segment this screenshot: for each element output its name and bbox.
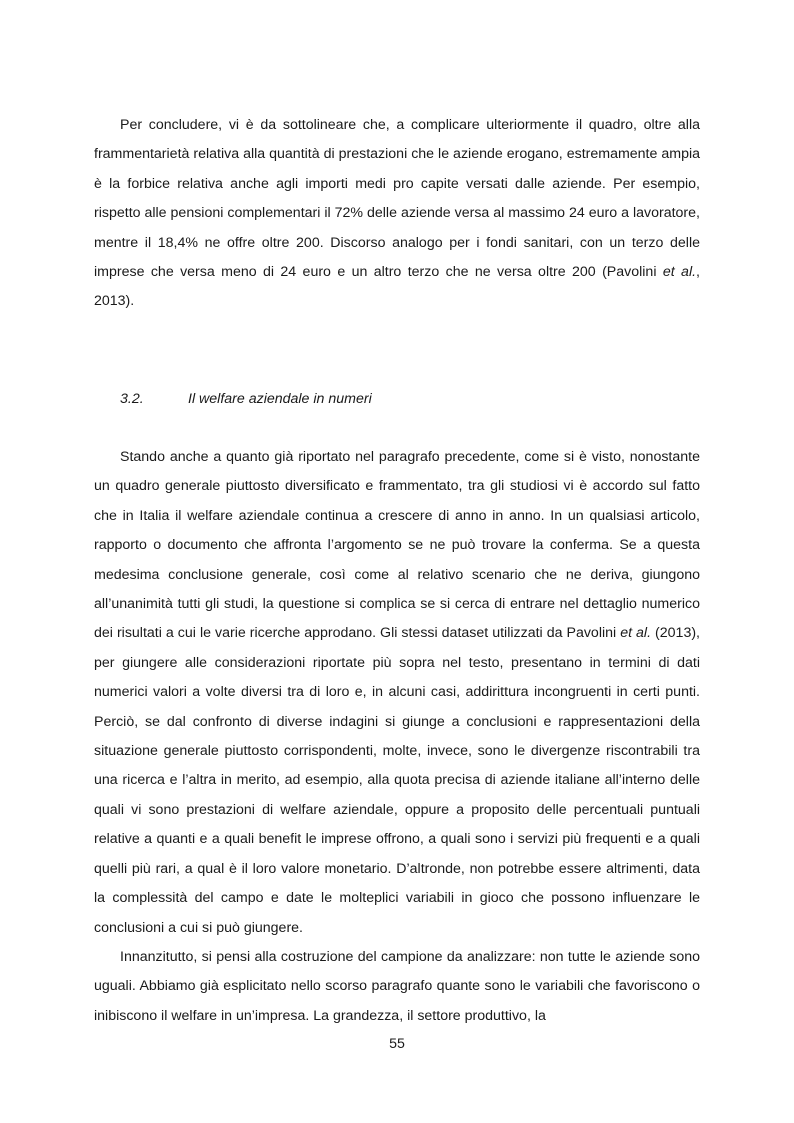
section-number: 3.2. — [120, 391, 144, 407]
paragraph-2-head: Stando anche a quanto già riportato nel paragrafo precedente, come si è visto, nonostante un quadro generale piuttosto diversificato e frammentato, tra gli studiosi vi è accordo sul fatto che in Italia il welfare aziendale continua a crescere di anno in anno. In un qualsiasi articolo, rapporto o documento che affronta l’argomento se ne può trovare la conferma. Se a questa medesima conclusione generale, così come al relativo scenario che ne deriva, giungono all’unanimità tutti gli studi, la questione si complica se si cerca di entrare nel dettaglio numerico dei risultati a cui le varie ricerche approdano. Gli stessi dataset utilizzati da Pavolini — [94, 449, 700, 642]
section-title: Il welfare aziendale in numeri — [188, 391, 372, 407]
paragraph-1 — [94, 111, 700, 317]
citation-et-al: et al. — [662, 264, 697, 281]
citation-et-al-2: et al. — [620, 625, 652, 642]
citation-year: , 2013). — [94, 264, 700, 310]
paragraph-2 — [94, 443, 700, 943]
paragraph-conclusion — [94, 111, 700, 317]
page-number: 55 — [389, 1036, 405, 1052]
paragraph-2-tail: (2013), per giungere alle considerazioni riportate più sopra nel testo, presentano in termini di dati numerici valori a volte diversi tra di loro e, in alcuni casi, addirittura incongruenti in certi punti. Perciò, se dal confronto di diverse indagini si giunge a conclusioni e rappresentazioni della situazione generale piuttosto corrispondenti, molte, invece, sono le divergenze riscontrabili tra una ricerca e l’altra in merito, ad esempio, alla quota precisa di aziende italiane all’interno delle quali vi sono prestazioni di welfare aziendale, oppure a proposito delle percentuali puntuali relative a quanti e a quali benefit le imprese offrono, a quali sono i servizi più frequenti e a quali quelli più rari, a qual è il loro valore monetario. D’altronde, non potrebbe essere altrimenti, data la complessità del campo e date le molteplici variabili in gioco che possono influenzare le conclusioni a cui si può giungere. — [94, 625, 700, 936]
paragraph-1-text: Per concludere, vi è da sottolineare che, a complicare ulteriormente il quadro, oltre alla frammentarietà relativa alla quantità di prestazioni che le aziende erogano, estremamente ampia è la forbice relativa anche agli importi medi pro capite versati dalle aziende. Per esempio, rispetto alle pensioni complementari il 72% delle aziende versa al massimo 24 euro a lavoratore, mentre il 18,4% ne offre oltre 200. Discorso analogo per i fondi sanitari, con un terzo delle imprese che versa meno di 24 euro e un altro terzo che ne versa oltre 200 (Pavolini — [94, 117, 700, 281]
paragraph-3: Innanzitutto, si pensi alla costruzione del campione da analizzare: non tutte le aziende sono uguali. Abbiamo già esplicitato nello scorso paragrafo quante sono le variabili che favoriscono o inibiscono il welfare in un’impresa. La grandezza, il settore produttivo, la — [94, 948, 700, 1024]
section-body — [94, 443, 700, 1031]
section-heading — [120, 386, 372, 412]
